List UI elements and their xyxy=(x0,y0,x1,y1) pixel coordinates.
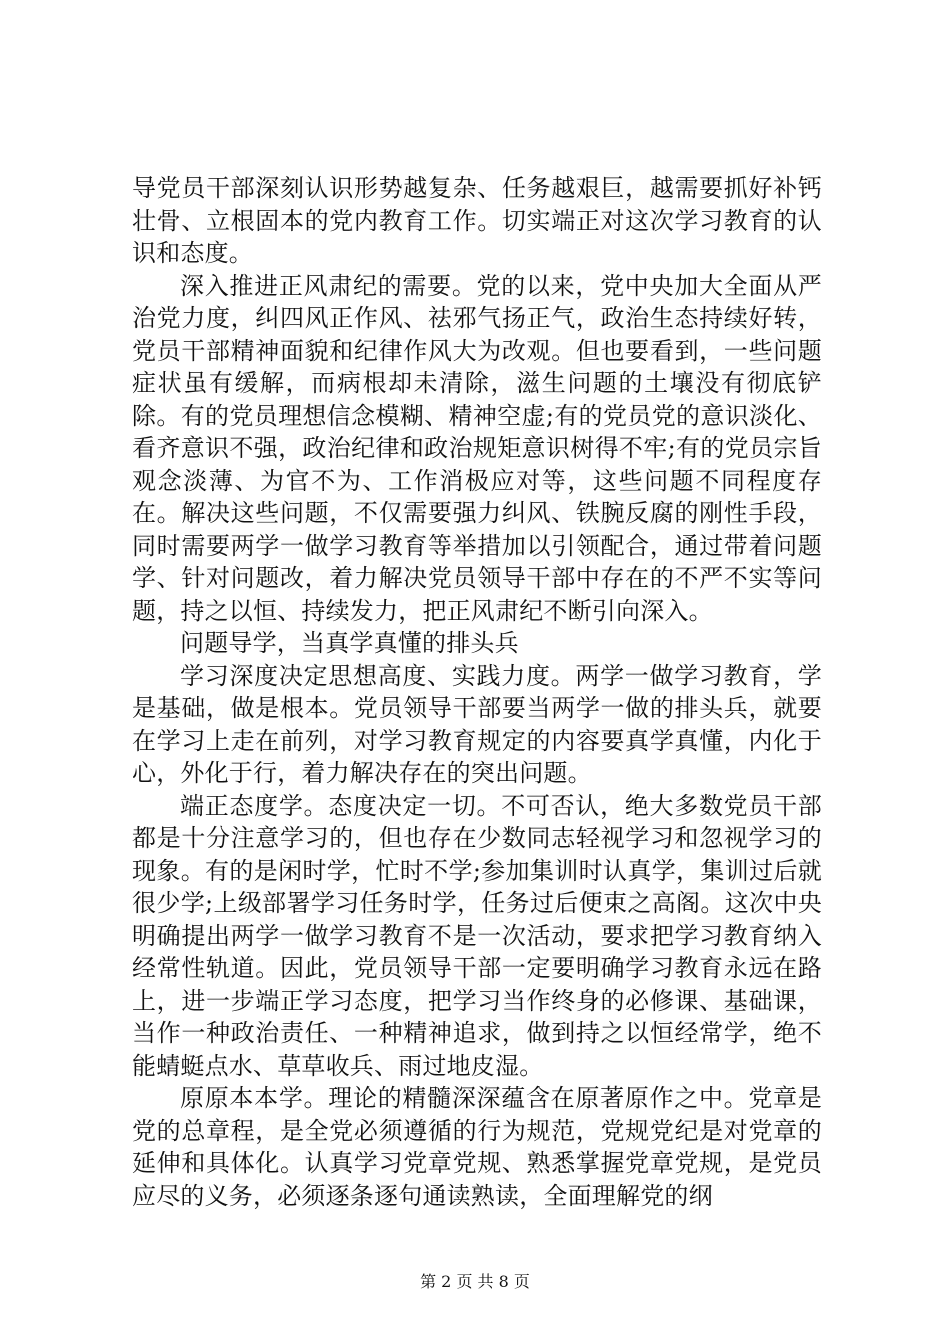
paragraph-discipline: 深入推进正风肃纪的需要。党的以来，党中央加大全面从严治党力度，纠四风正作风、祛邪气扬正气，政治生态持续好转，党员干部精神面貌和纪律作风大为改观。但也要看到，一些问题症状虽有缓解，而病根却未清除，滋生问题的土壤没有彻底铲除。有的党员理想信念模糊、精神空虚;有的党员党的意识淡化、看齐意识不强，政治纪律和政治规矩意识树得不牢;有的党员宗旨观念淡薄、为官不为、工作消极应对等，这些问题不同程度存在。解决这些问题，不仅需要强力纠风、铁腕反腐的刚性手段，同时需要两学一做学习教育等举措加以引领配合，通过带着问题学、针对问题改，着力解决党员领导干部中存在的不严不实等问题，持之以恒、持续发力，把正风肃纪不断引向深入。 xyxy=(132,271,822,625)
paragraph-original-texts: 原原本本学。理论的精髓深深蕴含在原著原作之中。党章是党的总章程，是全党必须遵循的行为规范，党规党纪是对党章的延伸和具体化。认真学习党章党规、熟悉掌握党章党规，是党员应尽的义务，必须逐条逐句通读熟读，全面理解党的纲 xyxy=(132,1084,822,1210)
section-heading: 问题导学，当真学真懂的排头兵 xyxy=(180,629,519,657)
paragraph-study-depth: 学习深度决定思想高度、实践力度。两学一做学习教育，学是基础，做是根本。党员领导干部要当两学一做的排头兵，就要在学习上走在前列，对学习教育规定的内容要真学真懂，内化于心，外化于行，着力解决存在的突出问题。 xyxy=(132,661,822,787)
paragraph-attitude: 端正态度学。态度决定一切。不可否认，绝大多数党员干部都是十分注意学习的，但也存在少数同志轻视学习和忽视学习的现象。有的是闲时学，忙时不学;参加集训时认真学，集训过后就很少学;上级部署学习任务时学，任务过后便束之高阁。这次中央明确提出两学一做学习教育不是一次活动，要求把学习教育纳入经常性轨道。因此，党员领导干部一定要明确学习教育永远在路上，进一步端正学习态度，把学习当作终身的必修课、基础课，当作一种政治责任、一种精神追求，做到持之以恒经常学，绝不能蜻蜓点水、草草收兵、雨过地皮湿。 xyxy=(132,791,822,1080)
paragraph-continuation: 导党员干部深刻认识形势越复杂、任务越艰巨，越需要抓好补钙壮骨、立根固本的党内教育工作。切实端正对这次学习教育的认识和态度。 xyxy=(132,174,822,267)
page-number: 第 2 页 共 8 页 xyxy=(420,1272,530,1291)
document-body xyxy=(132,172,822,1212)
